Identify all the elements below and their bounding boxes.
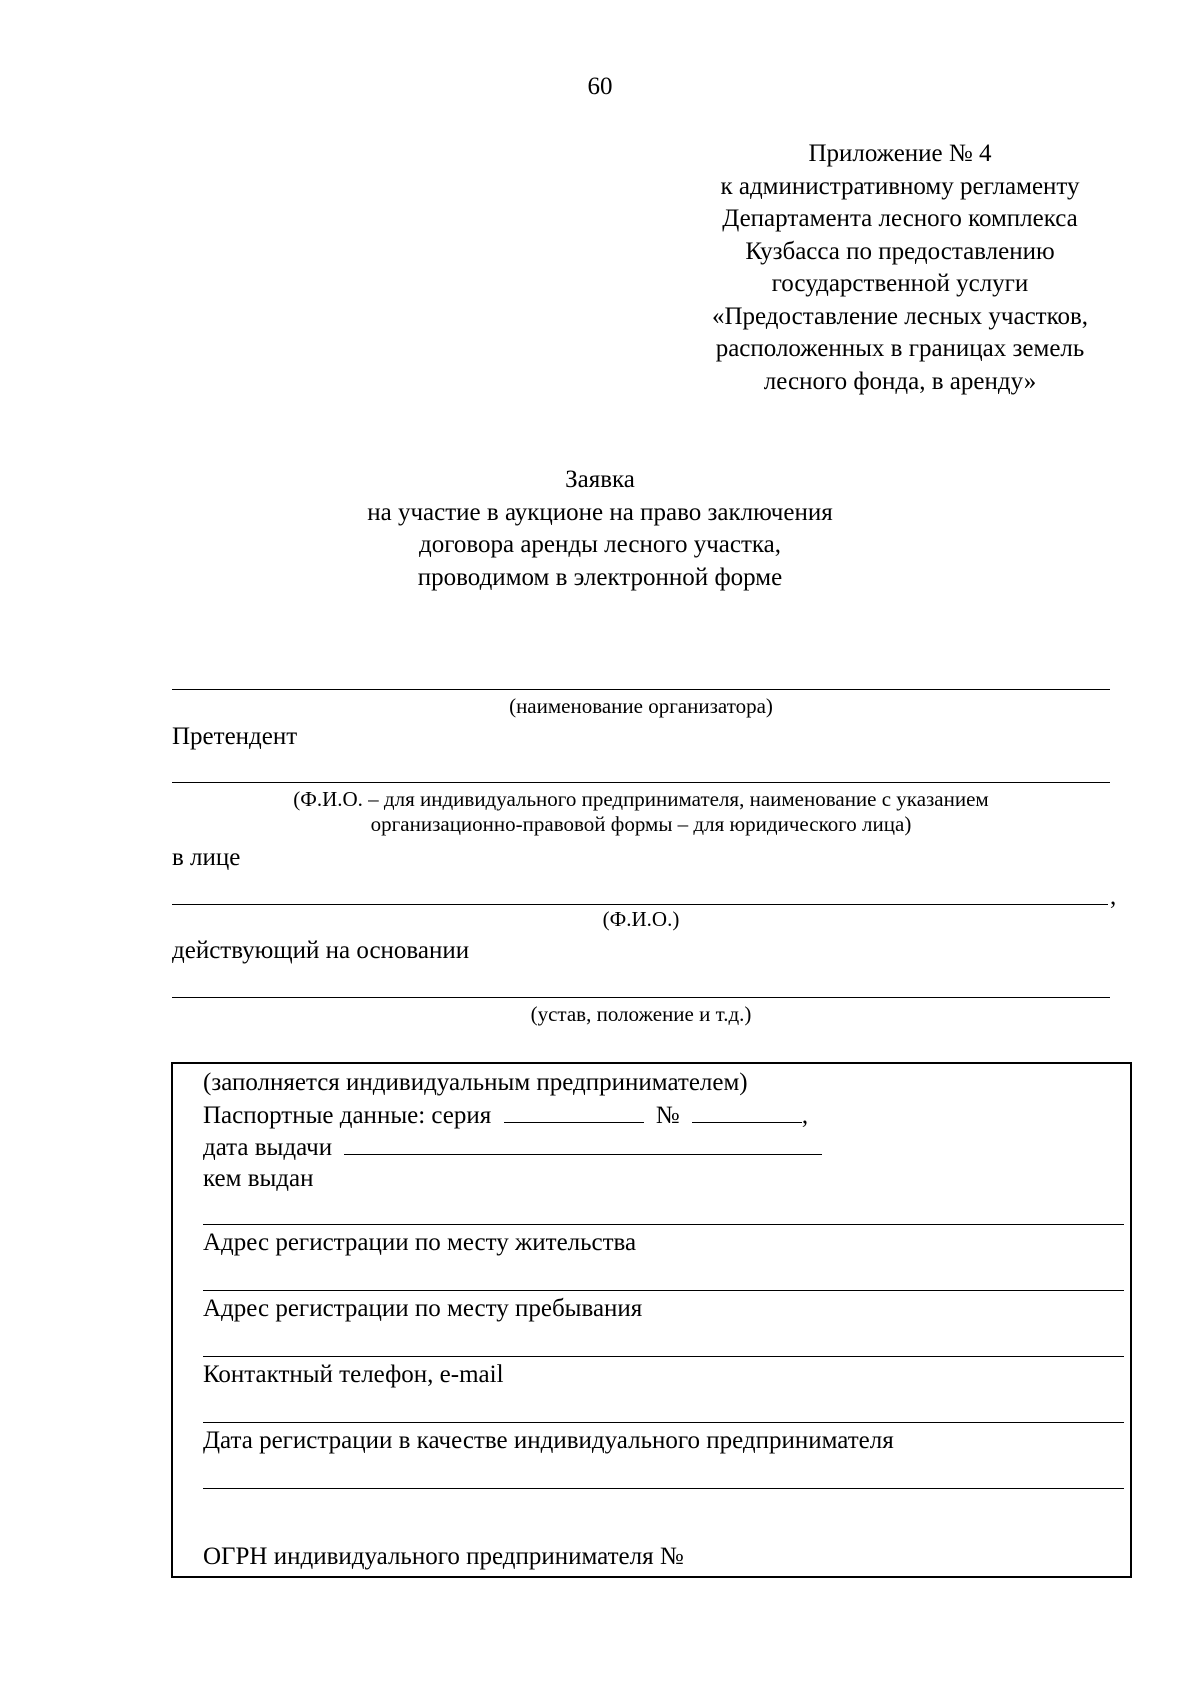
box-header: (заполняется индивидуальным предпринимателем) — [203, 1069, 748, 1096]
organizer-fill-line[interactable] — [172, 689, 1110, 690]
applicant-caption-line: организационно-правовой формы – для юридического лица) — [370, 812, 912, 836]
basis-label: действующий на основании — [172, 937, 470, 964]
residence-address-label: Адрес регистрации по месту жительства — [203, 1229, 637, 1256]
organizer-caption-text: (наименование организатора) — [509, 694, 773, 718]
representative-comma: , — [1110, 883, 1117, 910]
issue-date-row — [203, 1132, 822, 1163]
representative-caption — [172, 907, 1110, 932]
basis-caption — [172, 1002, 1110, 1027]
basis-fill-line[interactable] — [172, 997, 1110, 998]
representative-label: в лице — [172, 844, 241, 871]
basis-caption-text: (устав, положение и т.д.) — [530, 1002, 752, 1026]
issue-date-field[interactable] — [344, 1132, 822, 1155]
title-line: на участие в аукционе на право заключения — [367, 498, 833, 526]
issued-by-label: кем выдан — [203, 1165, 314, 1192]
title-line: договора аренды лесного участка, — [418, 531, 782, 558]
passport-comma: , — [801, 1102, 809, 1129]
appendix-line: государственной услуги — [771, 270, 1029, 297]
appendix-header — [680, 138, 1120, 398]
contact-fill-line[interactable] — [203, 1422, 1124, 1423]
title-line: Заявка — [565, 466, 635, 493]
appendix-line: Департамента лесного комплекса — [722, 205, 1078, 232]
organizer-caption — [172, 694, 1110, 719]
appendix-line: Приложение № 4 — [808, 140, 992, 167]
applicant-caption-line: (Ф.И.О. – для индивидуального предпринимателя, наименование с указанием — [293, 787, 989, 811]
passport-row — [203, 1100, 808, 1131]
applicant-caption — [172, 787, 1110, 837]
passport-number-field[interactable] — [692, 1100, 802, 1123]
issued-by-fill-line[interactable] — [203, 1224, 1124, 1225]
contact-label: Контактный телефон, e-mail — [203, 1361, 504, 1388]
applicant-fill-line[interactable] — [172, 782, 1110, 783]
appendix-line: к административному регламенту — [720, 172, 1080, 200]
registration-date-fill-line[interactable] — [203, 1488, 1124, 1489]
number-sign: № — [655, 1102, 680, 1129]
passport-label: Паспортные данные: серия — [203, 1102, 492, 1129]
page-number: 60 — [587, 73, 613, 100]
representative-caption-text: (Ф.И.О.) — [602, 907, 680, 931]
appendix-line: «Предоставление лесных участков, — [711, 302, 1089, 330]
individual-entrepreneur-box — [171, 1062, 1132, 1578]
representative-fill-line[interactable] — [172, 904, 1108, 905]
residence-address-fill-line[interactable] — [203, 1290, 1124, 1291]
ogrn-label: ОГРН индивидуального предпринимателя № — [203, 1543, 684, 1570]
appendix-line: лесного фонда, в аренду» — [763, 367, 1037, 395]
appendix-line: расположенных в границах земель — [715, 335, 1085, 362]
issue-date-label: дата выдачи — [203, 1134, 333, 1161]
stay-address-fill-line[interactable] — [203, 1356, 1124, 1357]
document-title — [250, 464, 950, 594]
applicant-label: Претендент — [172, 723, 298, 750]
stay-address-label: Адрес регистрации по месту пребывания — [203, 1295, 643, 1322]
passport-series-field[interactable] — [504, 1100, 644, 1123]
title-line: проводимом в электронной форме — [417, 563, 783, 591]
appendix-line: Кузбасса по предоставлению — [745, 237, 1055, 265]
registration-date-label: Дата регистрации в качестве индивидуального предпринимателя — [203, 1427, 894, 1454]
